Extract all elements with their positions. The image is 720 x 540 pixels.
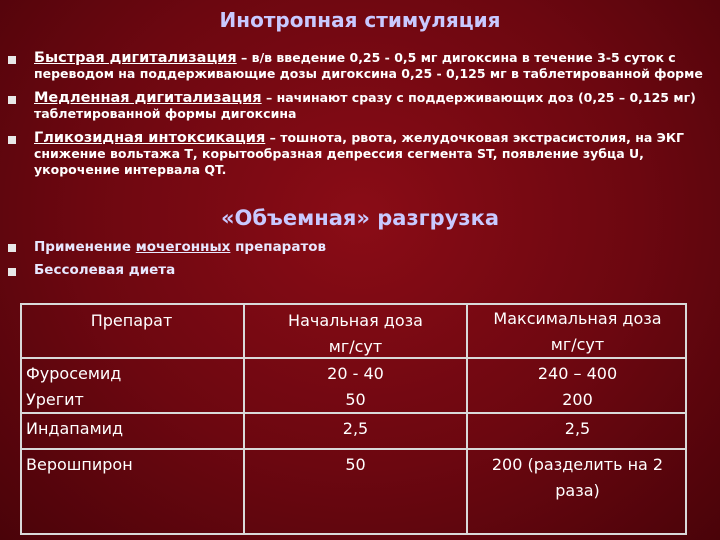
table-cell-drug: Верошпирон xyxy=(26,455,133,474)
bullet-text-line2: таблетированной формы дигоксина xyxy=(34,106,297,121)
list-item xyxy=(34,262,175,278)
table-cell-start-dose: 20 - 40 50 xyxy=(327,364,384,409)
table-cell-drug: Индапамид xyxy=(26,419,124,438)
bullet-item xyxy=(34,90,714,122)
table-cell-max-dose: 200 (разделить на 2 раза) xyxy=(491,455,664,500)
bullet-text-line2: снижение вольтажа Т, корытообразная депрессия сегмента ST, появление зубца U, xyxy=(34,146,644,161)
list-item xyxy=(34,239,326,255)
bullet-icon xyxy=(8,136,16,144)
table-divider xyxy=(20,448,687,450)
bullet-icon xyxy=(8,56,16,64)
table-cell-start-dose: 50 xyxy=(345,455,366,474)
table-cell-drug: Фуросемид Урегит xyxy=(26,364,122,409)
bullet-icon xyxy=(8,244,16,252)
bullet-item xyxy=(34,50,714,82)
table-header-drug: Препарат xyxy=(90,311,173,330)
bullet-text: – начинают сразу с поддерживающих доз (0,25 – 0,125 мг) xyxy=(261,90,696,105)
diuretics-link: мочегонных xyxy=(135,239,231,255)
bullet-text-line3: укорочение интервала QT. xyxy=(34,162,227,177)
table-header-start-dose: Начальная доза мг/сут xyxy=(288,311,423,356)
table-cell-start-dose: 2,5 xyxy=(342,419,369,438)
bullet-text: – тошнота, рвота, желудочковая экстрасистолия, на ЭКГ xyxy=(265,130,684,145)
page-title: Инотропная стимуляция xyxy=(219,8,501,32)
bullet-icon xyxy=(8,96,16,104)
bullet-text: – в/в введение 0,25 - 0,5 мг дигоксина в течение 3-5 суток с xyxy=(236,50,676,65)
bullet-item xyxy=(34,130,714,178)
table-header-max-dose: Максимальная доза мг/сут xyxy=(493,309,662,354)
section-subtitle: «Объемная» разгрузка xyxy=(220,206,500,230)
list-item-text: Применение xyxy=(34,239,136,255)
table-cell-max-dose: 2,5 xyxy=(564,419,591,438)
list-item-text: Бессолевая диета xyxy=(34,262,176,278)
bullet-icon xyxy=(8,268,16,276)
bullet-term: Медленная дигитализация xyxy=(34,90,262,106)
table-cell-max-dose: 240 – 400 200 xyxy=(537,364,618,409)
bullet-term: Гликозидная интоксикация xyxy=(34,130,266,146)
list-item-text: препаратов xyxy=(230,239,327,255)
bullet-term: Быстрая дигитализация xyxy=(34,50,237,66)
bullet-text-line2: переводом на поддерживающие дозы дигоксина 0,25 - 0,125 мг в таблетированной форме xyxy=(34,66,703,81)
